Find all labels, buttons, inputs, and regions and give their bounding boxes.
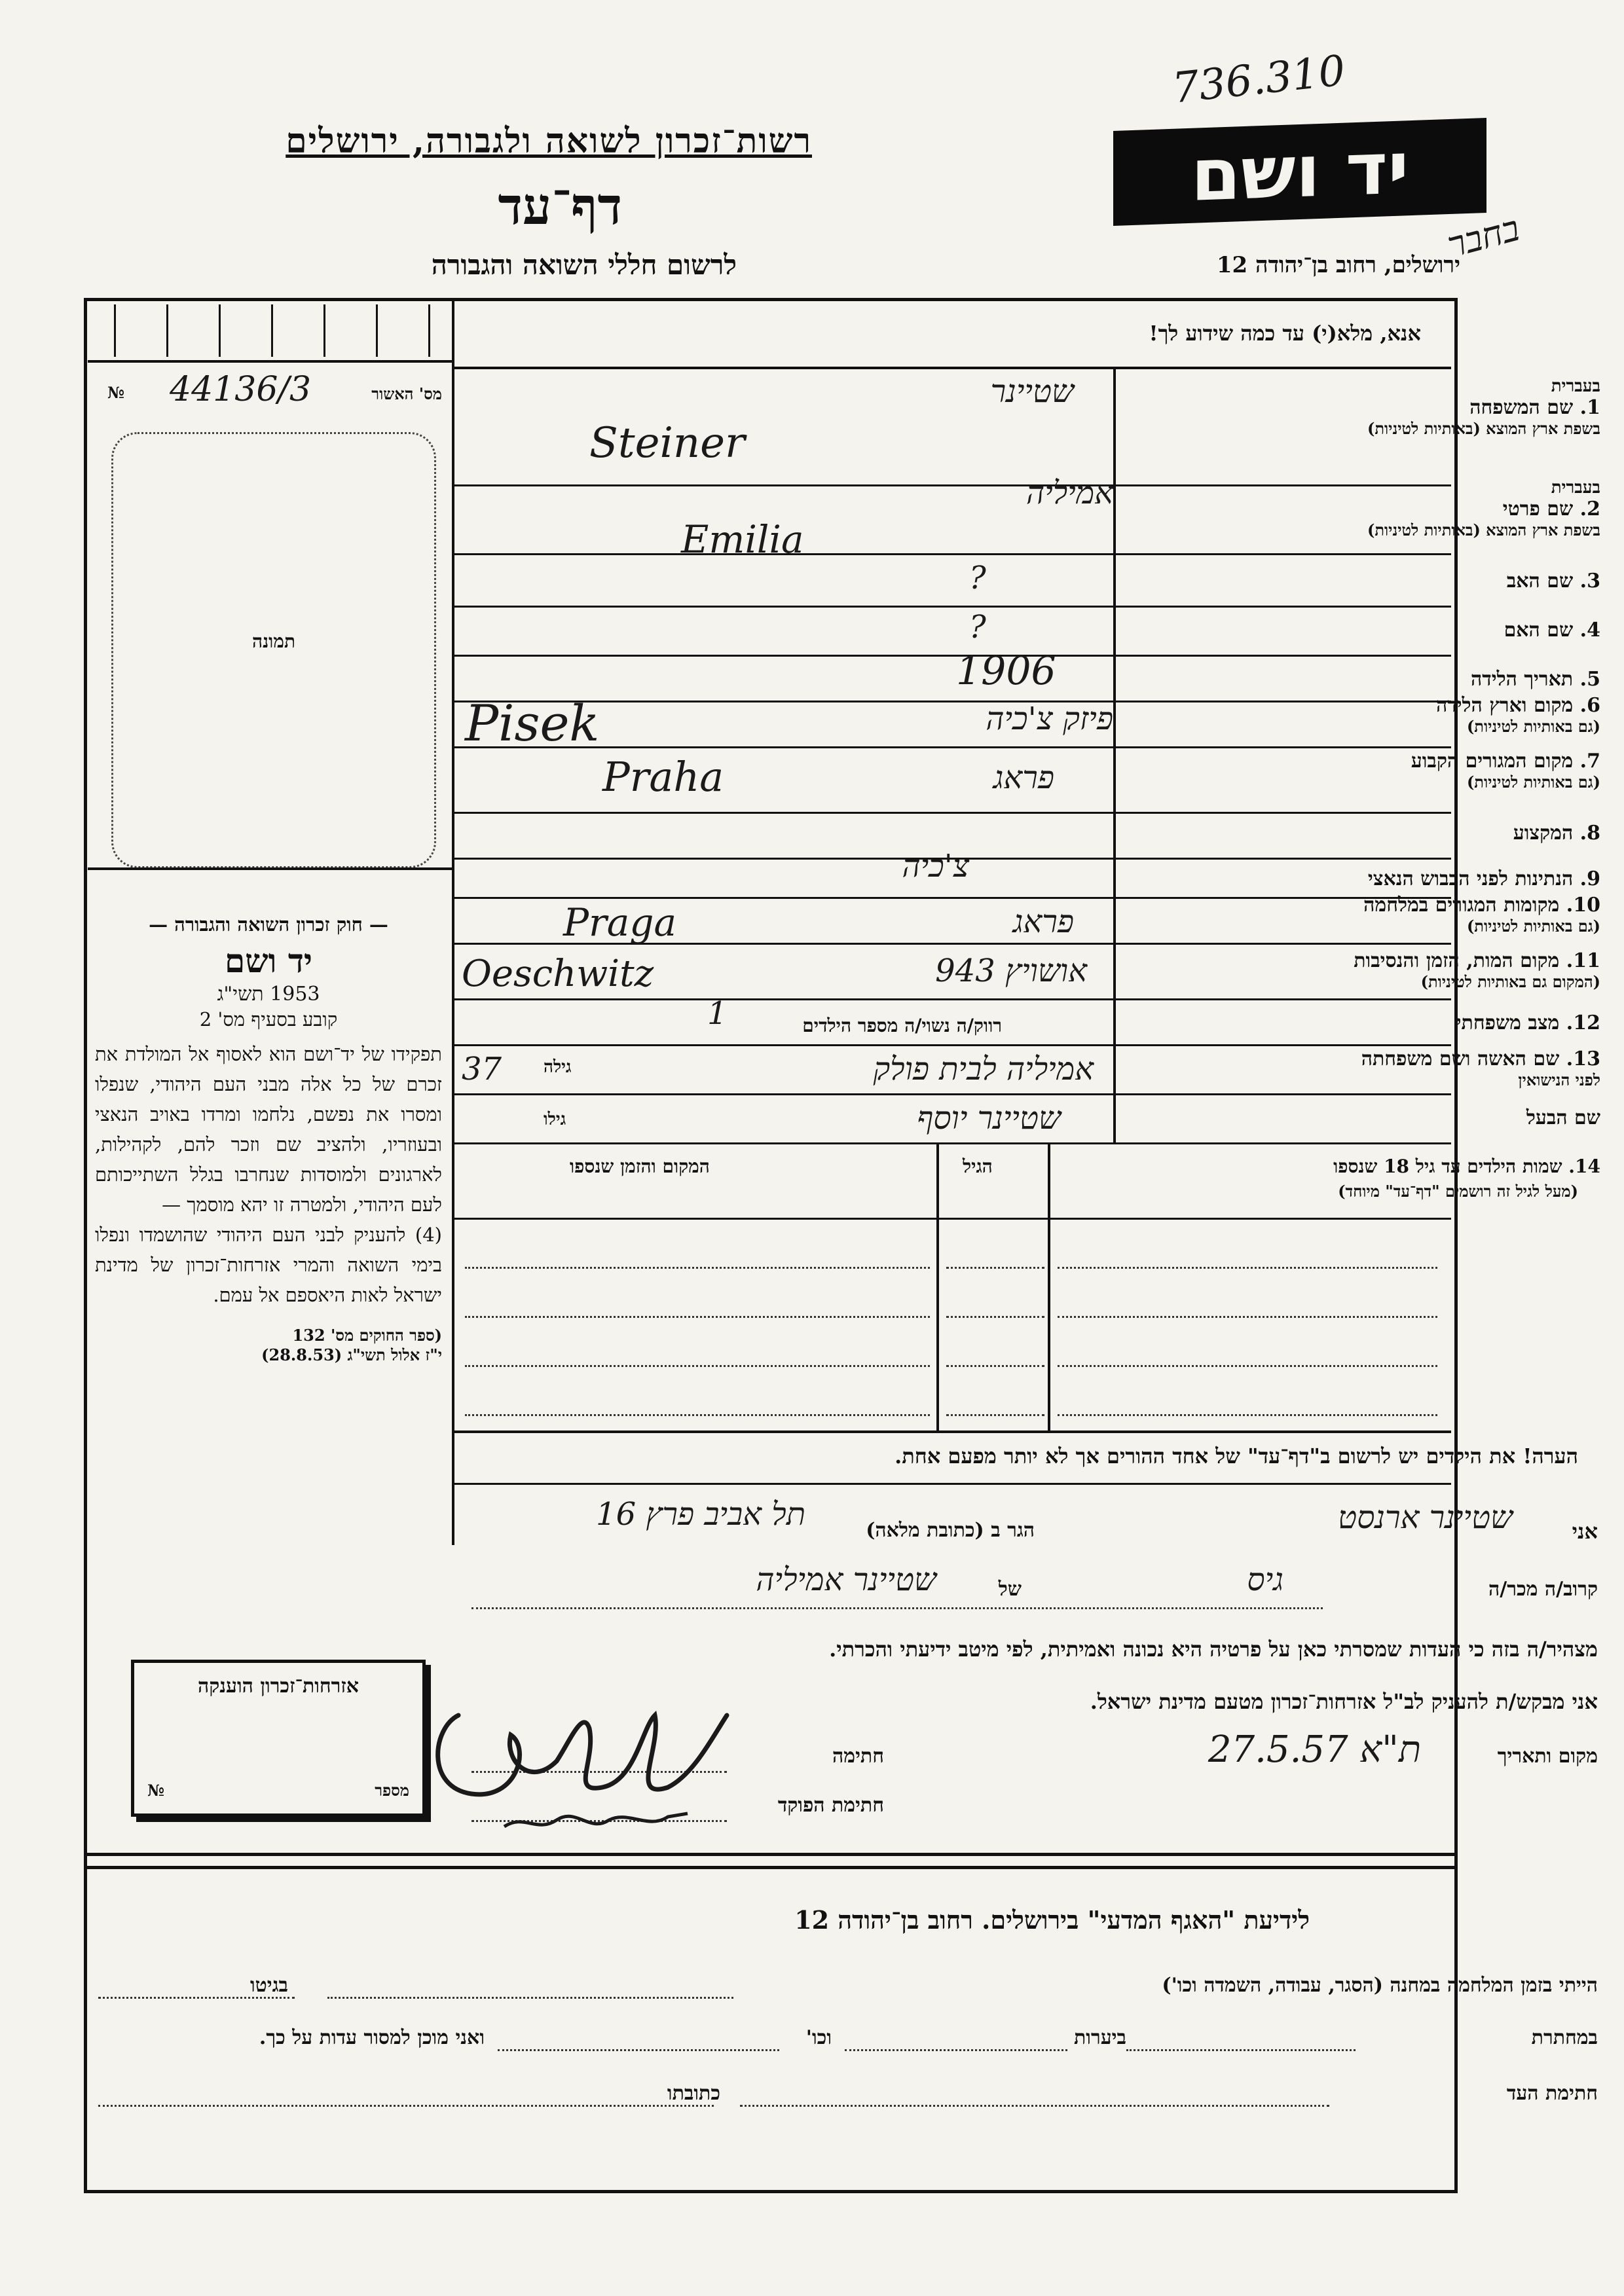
note-text: הערה! את הילדים יש לרשום ב"דף־עד" של אחד ההורים אך לא יותר מפעם אחת. <box>895 1444 1578 1468</box>
children-col-divider-1 <box>1048 1142 1050 1430</box>
reg-no-value: 44136/3 <box>170 370 312 409</box>
decl-place-date-label: מקום ותאריך <box>1497 1745 1598 1768</box>
decl-relation-label: קרוב/ה מכר/ה <box>1488 1578 1598 1601</box>
child-row-4-name <box>1058 1414 1437 1416</box>
left-column-divider <box>452 301 454 1545</box>
field-6-label: 6. מקום וארץ הלידה (גם באותיות לטיניות) <box>1435 694 1600 736</box>
decl-ani: אני <box>1572 1519 1598 1544</box>
decl-gar: הגר ב (כתובת מלאה) <box>866 1519 1035 1542</box>
field-5-value: 1906 <box>956 648 1056 694</box>
note-top-line <box>454 1430 1451 1433</box>
note-bottom-line <box>454 1483 1451 1485</box>
field-5-label: 5. תאריך הלידה <box>1471 668 1600 691</box>
field-10-latin: Praga <box>563 900 677 945</box>
decl-relation-value: גיס <box>1247 1561 1283 1598</box>
info-line3-dots-2 <box>98 2105 714 2107</box>
children-label: 14. שמות הילדים עד גיל 18 שנספו <box>1333 1156 1600 1177</box>
field-12-value: 1 <box>707 995 728 1032</box>
row-sep-6 <box>454 746 1451 748</box>
child-row-4 <box>465 1414 930 1416</box>
field-8-label: 8. המקצוע <box>1513 822 1600 845</box>
row-sep-5 <box>454 701 1451 702</box>
info-line3b: כתובתו <box>667 2082 720 2105</box>
child-row-2 <box>465 1316 930 1318</box>
husband-value: שטיינר יוסף <box>917 1100 1061 1137</box>
field-1-latin: Steiner <box>589 419 745 467</box>
child-row-1-name <box>1058 1267 1437 1269</box>
decl-address: תל אביב פרץ 16 <box>596 1496 805 1533</box>
field-7-label: 7. מקום המגורים הקבוע (גם באותיות לטיניות) <box>1411 750 1600 792</box>
children-header-line <box>454 1218 1451 1220</box>
decl-statement: מצהיר/ה בזה כי העדות שמסרתי כאן על פרטיה היא נכונה ואמיתית, לפי מיטב ידיעתי והכרתי. <box>829 1637 1598 1662</box>
info-line3-dots-1 <box>740 2105 1329 2107</box>
field-3-value: ? <box>969 560 986 596</box>
decl-officer-label: חתימת הפוקד <box>777 1794 884 1817</box>
info-line2a: במחתרת <box>1531 2026 1598 2049</box>
husband-label: שם הבעל <box>1526 1106 1600 1129</box>
info-line1-dots-2 <box>98 1997 295 1999</box>
field-2-latin: Emilia <box>681 517 804 562</box>
field-6-value: פיזק צ'כיה <box>986 701 1113 737</box>
field-13-age-label: גילה <box>544 1057 572 1077</box>
info-line2b: ביערות <box>1073 2026 1126 2049</box>
field-13-label: 13. שם האשה ושם משפחתה לפני הנישואין <box>1361 1048 1600 1089</box>
children-sub: (מעל לגיל זה רושמים "דף־עד" מיוחד) <box>1338 1182 1578 1201</box>
photo-box <box>111 432 436 868</box>
child-row-4-age <box>946 1414 1044 1416</box>
field-10-label: 10. מקומות המגורים במלחמה (גם באותיות לטיניות) <box>1363 894 1600 936</box>
info-line1b: בגיטו <box>249 1974 288 1997</box>
decl-shel: של <box>998 1578 1022 1601</box>
citizenship-box-no: № <box>147 1781 165 1800</box>
witness-signature <box>419 1689 760 1813</box>
instruction-text: אנא, מלא(י) עד כמה שידוע לך! <box>1149 321 1421 346</box>
margin-note: בחבר <box>1443 207 1524 266</box>
info-line3a: חתימת העד <box>1506 2082 1598 2105</box>
child-row-2-name <box>1058 1316 1437 1318</box>
row-sep-14 <box>454 1142 1451 1144</box>
field-11-value: אושויץ 943 <box>935 953 1087 989</box>
field-4-value: ? <box>969 609 986 646</box>
field-7-value: פראג <box>993 759 1054 796</box>
field-2-label: בעברית 2. שם פרטי בשפת ארץ המוצא (באותיות לטיניות) <box>1367 478 1600 539</box>
child-row-1 <box>465 1267 930 1269</box>
field-4-label: 4. שם האם <box>1504 619 1600 642</box>
registration-number-row <box>88 370 452 416</box>
row-sep-7 <box>454 812 1451 814</box>
info-line2c: וכו' <box>805 2026 832 2049</box>
field-13-age-value: 37 <box>462 1051 502 1087</box>
archive-number-note: 736.310 <box>1170 46 1348 113</box>
form-subtitle: לרשום חללי השואה והגבורה <box>431 249 737 281</box>
field-9-value: צ'כיה <box>902 848 969 884</box>
field-3-label: 3. שם האב <box>1506 570 1600 592</box>
row-sep-13 <box>454 1093 1451 1095</box>
law-source-2: י"ז אלול תשי"ג (28.8.53) <box>261 1345 442 1364</box>
law-separator <box>88 867 452 870</box>
authority-name: רשות־זכרון לשואה ולגבורה, ירושלים <box>286 121 812 161</box>
children-col-divider-2 <box>936 1142 939 1430</box>
field-11-latin: Oeschwitz <box>462 953 654 995</box>
decl-relation-dots <box>471 1607 1323 1609</box>
info-frame <box>84 1850 1458 2193</box>
row-sep-9 <box>454 897 1451 899</box>
law-text-2: (4) להעניק לבני העם היהודי שהושמדו ונפלו בימי השואה והמרי אזרחות־זכרון של מדינת ישראל לאות היאספם אל עמם. <box>95 1224 442 1306</box>
field-13-value: אמיליה לבית פולק <box>873 1051 1094 1087</box>
officer-signature <box>498 1800 694 1840</box>
decl-signature-label: חתימה <box>832 1745 884 1768</box>
office-use-boxes <box>88 301 452 363</box>
child-row-3-name <box>1058 1365 1437 1367</box>
field-1-label: בעברית 1. שם המשפחה בשפת ארץ המוצא (באותיות לטיניות) <box>1367 376 1600 438</box>
row-sep-3 <box>454 606 1451 608</box>
field-12-label: 12. מצב משפחתי <box>1456 1011 1600 1034</box>
decl-place-date-value: ת"א 27.5.57 <box>1208 1728 1421 1771</box>
reg-no-label: מס' האשור <box>371 384 442 403</box>
child-row-1-age <box>946 1267 1044 1269</box>
field-9-label: 9. הנתינות לפני הכבוש הנאצי <box>1367 867 1600 890</box>
info-line2-dots-3 <box>498 2049 779 2051</box>
children-col-place: המקום והזמן שנספו <box>570 1156 710 1177</box>
citizenship-box-title: אזרחות־זכרון הוענקה <box>197 1675 360 1698</box>
logo-text: יד ושם <box>1190 126 1409 217</box>
field-12-options: רווק/ה נשוי/ה מספר הילדים <box>802 1015 1002 1036</box>
field-1-value: שטיינר <box>990 373 1074 410</box>
law-year: 1953 תשי"ג <box>217 983 320 1006</box>
form-title: דף־עד <box>498 177 622 236</box>
decl-request: אני מבקש/ת להעניק לב"ל אזרחות־זכרון מטעם מדינת ישראל. <box>1090 1689 1598 1714</box>
info-line2-dots-1 <box>1126 2049 1356 2051</box>
info-line1a: הייתי בזמן המלחמה במחנה (הסגר, עבודה, השמדה וכו') <box>1162 1974 1598 1997</box>
info-line2d: ואני מוכן למסור עדות על כך. <box>259 2026 485 2049</box>
row-sep-2 <box>454 553 1451 555</box>
child-row-2-age <box>946 1316 1044 1318</box>
field-2-value: אמיליה <box>1025 475 1113 511</box>
field-11-label: 11. מקום המות, הזמן והנסיבות (המקום גם באותיות לטיניות) <box>1354 949 1600 991</box>
info-separator <box>84 1866 1454 1869</box>
law-name: יד ושם <box>225 941 312 980</box>
husband-age-label: גילו <box>544 1110 566 1129</box>
photo-label: תמונה <box>251 630 296 652</box>
law-source-1: (ספר החוקים מס' 132 <box>292 1326 442 1345</box>
field-10-value: פראג <box>1012 903 1074 940</box>
law-text: תפקידו של יד־ושם הוא לאסוף אל המולדת את זכרם של כל אלה מבני העם היהודי, שנפלו ומסרו את נפשם, נלחמו ומרדו באויב הנאצי ובעוזריו, ולהציב שם וזכר להם, לקהילות, לארגונים ולמוסדות שנחרבו בגלל השתייכותם לעם היהודי, ולמטרה זו יהא מוסמך — <box>95 1043 442 1216</box>
row-sep-12 <box>454 1044 1451 1046</box>
children-col-age: הגיל <box>963 1156 993 1177</box>
decl-relation-of: שטיינר אמיליה <box>756 1561 936 1598</box>
label-column-divider <box>1113 367 1116 1142</box>
law-clause: קובע בסעיף מס' 2 <box>199 1008 338 1030</box>
child-row-3 <box>465 1365 930 1367</box>
row-sep-1 <box>454 484 1451 486</box>
decl-witness-name: שטיינר ארנסט <box>1338 1499 1513 1536</box>
row-sep-4 <box>454 655 1451 657</box>
info-title: לידיעת "האגף המדעי" בירושלים. רחוב בן־יהודה 12 <box>794 1905 1310 1935</box>
law-title: — חוק זכרון השואה והגבורה — <box>149 913 388 936</box>
child-row-3-age <box>946 1365 1044 1367</box>
info-line2-dots-2 <box>845 2049 1067 2051</box>
field-7-latin: Praha <box>602 753 724 801</box>
yad-vashem-logo <box>1113 118 1486 226</box>
row-sep-11 <box>454 998 1451 1000</box>
field-6-latin: Pisek <box>465 694 600 752</box>
instruction-row-line <box>454 367 1451 369</box>
info-line1-dots <box>327 1997 733 1999</box>
citizenship-box-number: מספר <box>375 1781 409 1800</box>
address: ירושלים, רחוב בן־יהודה 12 <box>1216 252 1460 278</box>
citizenship-box <box>131 1660 426 1817</box>
reg-no-sign: № <box>107 383 125 402</box>
law-block <box>95 913 442 1365</box>
